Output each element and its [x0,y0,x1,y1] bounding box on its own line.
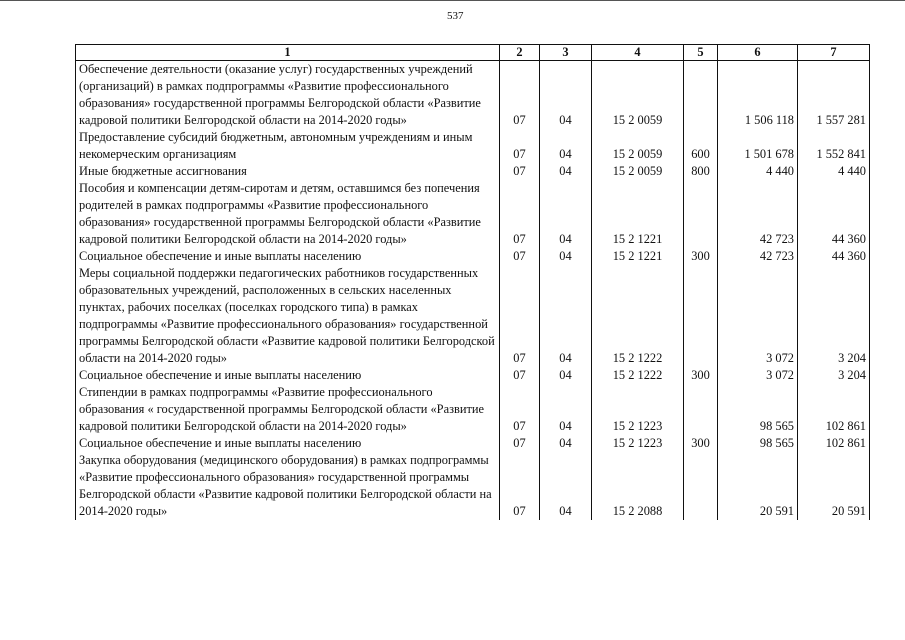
row-target-code: 15 2 0059 [592,61,684,130]
table-row [76,248,870,265]
row-amount-1: 42 723 [718,180,798,248]
header-col-3: 3 [540,45,592,61]
row-amount-2: 44 360 [798,248,870,265]
row-name: Иные бюджетные ассигнования [76,163,500,180]
row-amount-2: 1 552 841 [798,129,870,163]
table-row [76,452,870,520]
row-target-code: 15 2 1222 [592,265,684,367]
header-col-5: 5 [684,45,718,61]
row-target-code: 15 2 1221 [592,248,684,265]
row-amount-2: 3 204 [798,367,870,384]
row-section: 07 [500,384,540,435]
table-row [76,180,870,248]
row-section: 07 [500,452,540,520]
row-amount-1: 1 506 118 [718,61,798,130]
row-target-code: 15 2 0059 [592,129,684,163]
row-expense-type: 800 [684,163,718,180]
row-amount-2: 20 591 [798,452,870,520]
row-name: Закупка оборудования (медицинского оборудования) в рамках подпрограммы «Развитие профессионального образования» государственной программы Белгородской области «Развитие кадровой политики Белгородской области на 2014-2020 годы» [76,452,500,520]
row-section: 07 [500,367,540,384]
table-row [76,384,870,435]
row-expense-type [684,384,718,435]
row-amount-1: 3 072 [718,265,798,367]
row-subsection: 04 [540,367,592,384]
row-target-code: 15 2 0059 [592,163,684,180]
row-subsection: 04 [540,384,592,435]
row-subsection: 04 [540,248,592,265]
header-col-6: 6 [718,45,798,61]
row-expense-type: 300 [684,248,718,265]
row-subsection: 04 [540,61,592,130]
row-amount-2: 3 204 [798,265,870,367]
table-row [76,129,870,163]
row-amount-1: 98 565 [718,384,798,435]
table-row [76,265,870,367]
table-row [76,367,870,384]
row-expense-type: 300 [684,367,718,384]
row-section: 07 [500,248,540,265]
row-amount-2: 44 360 [798,180,870,248]
scan-top-edge [0,0,905,1]
row-amount-2: 1 557 281 [798,61,870,130]
row-amount-1: 3 072 [718,367,798,384]
row-name: Пособия и компенсации детям-сиротам и детям, оставшимся без попечения родителей в рамках подпрограммы «Развитие профессионального образования» государственной программы Белгородской области «Развитие кадровой политики Белгородской области на 2014-2020 годы» [76,180,500,248]
row-subsection: 04 [540,452,592,520]
header-col-1: 1 [76,45,500,61]
row-amount-1: 98 565 [718,435,798,452]
row-target-code: 15 2 1223 [592,435,684,452]
header-col-7: 7 [798,45,870,61]
row-name: Меры социальной поддержки педагогических работников государственных образовательных учреждений, расположенных в сельских населенных пунктах, рабочих поселках (поселках городского типа) в рамках подпрограммы «Развитие профессионального образования» государственной программы Белгородской области «Развитие кадровой политики Белгородской области на 2014-2020 годы» [76,265,500,367]
row-amount-1: 42 723 [718,248,798,265]
table-row [76,435,870,452]
row-section: 07 [500,163,540,180]
row-amount-1: 20 591 [718,452,798,520]
row-section: 07 [500,265,540,367]
row-name: Обеспечение деятельности (оказание услуг) государственных учреждений (организаций) в рамках подпрограммы «Развитие профессионального образования» государственной программы Белгородской области «Развитие кадровой политики Белгородской области на 2014-2020 годы» [76,61,500,130]
row-section: 07 [500,435,540,452]
row-subsection: 04 [540,265,592,367]
row-name: Социальное обеспечение и иные выплаты населению [76,248,500,265]
row-section: 07 [500,61,540,130]
row-section: 07 [500,129,540,163]
row-expense-type [684,452,718,520]
row-subsection: 04 [540,180,592,248]
row-target-code: 15 2 2088 [592,452,684,520]
row-amount-1: 1 501 678 [718,129,798,163]
row-expense-type [684,265,718,367]
row-name: Предоставление субсидий бюджетным, автономным учреждениям и иным некомерческим организациям [76,129,500,163]
row-target-code: 15 2 1223 [592,384,684,435]
page-number: 537 [447,10,464,22]
row-expense-type [684,180,718,248]
budget-table [75,44,870,520]
row-amount-2: 4 440 [798,163,870,180]
row-expense-type: 300 [684,435,718,452]
row-subsection: 04 [540,129,592,163]
row-name: Социальное обеспечение и иные выплаты населению [76,367,500,384]
row-subsection: 04 [540,163,592,180]
row-subsection: 04 [540,435,592,452]
row-target-code: 15 2 1222 [592,367,684,384]
header-col-2: 2 [500,45,540,61]
row-section: 07 [500,180,540,248]
row-name: Стипендии в рамках подпрограммы «Развитие профессионального образования « государственной программы Белгородской области «Развитие кадровой политики Белгородской области на 2014-2020 годы» [76,384,500,435]
row-target-code: 15 2 1221 [592,180,684,248]
row-amount-2: 102 861 [798,435,870,452]
table-row [76,163,870,180]
row-name: Социальное обеспечение и иные выплаты населению [76,435,500,452]
header-col-4: 4 [592,45,684,61]
row-expense-type: 600 [684,129,718,163]
row-amount-1: 4 440 [718,163,798,180]
table-row [76,61,870,130]
table-header-row [76,45,870,61]
row-amount-2: 102 861 [798,384,870,435]
row-expense-type [684,61,718,130]
